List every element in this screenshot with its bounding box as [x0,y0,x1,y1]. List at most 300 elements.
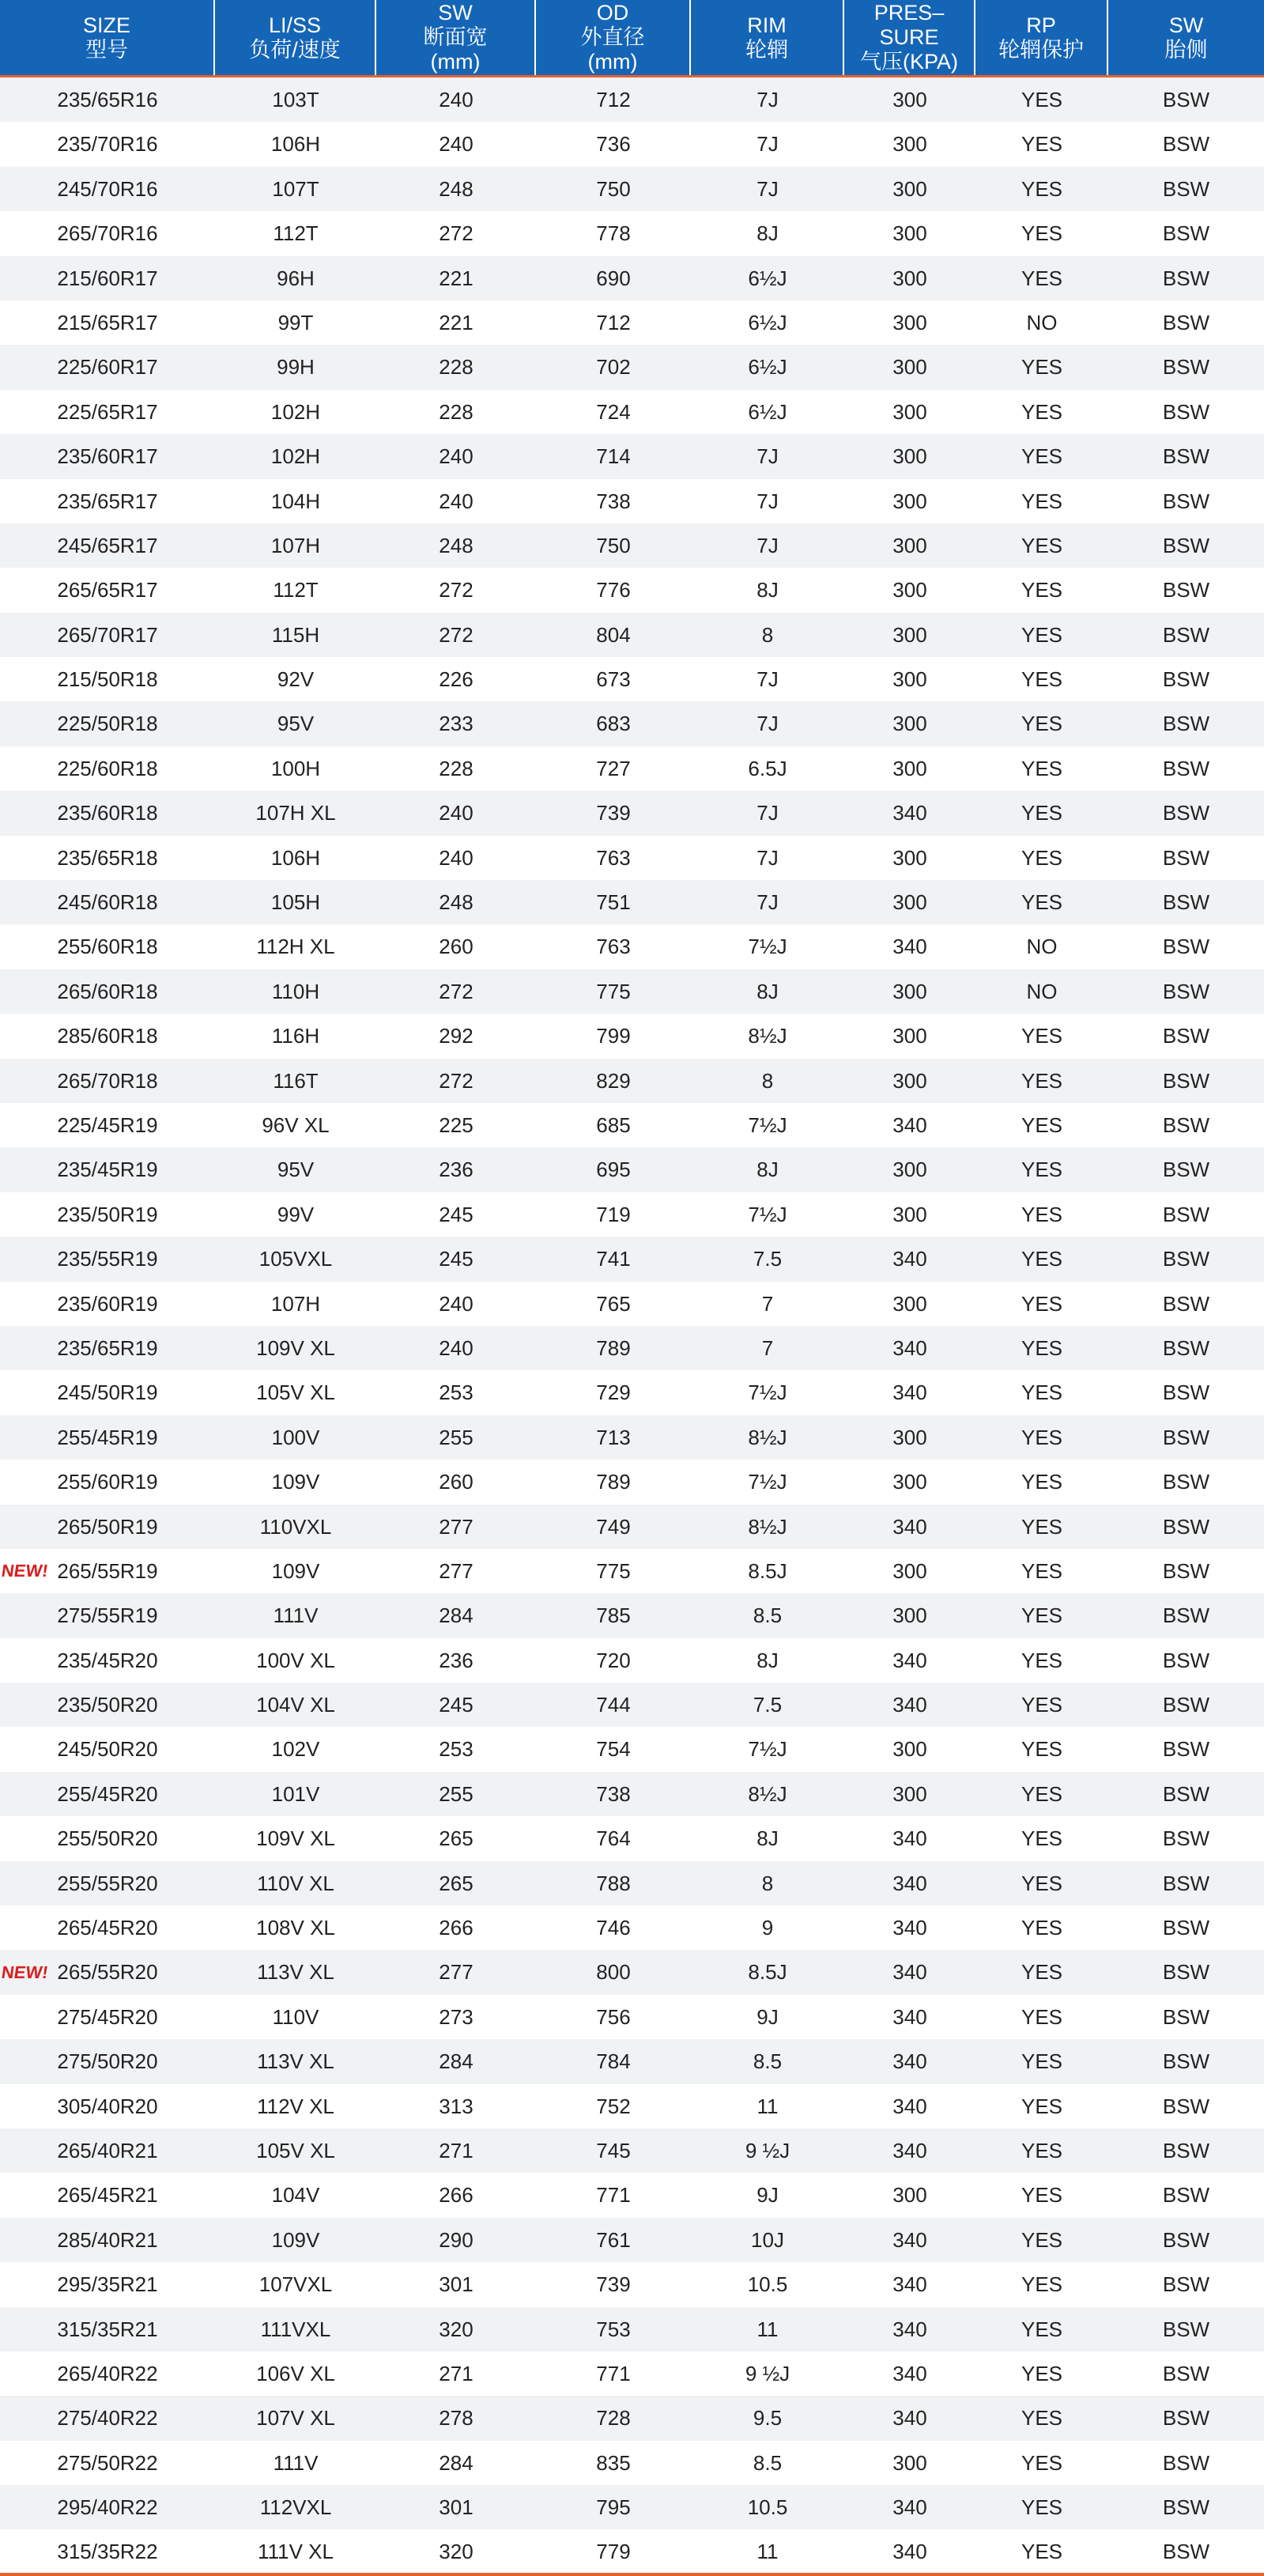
header-line: 气压(KPA) [859,50,958,74]
cell-rp [975,568,1108,612]
cell-sidewall [1108,1816,1264,1860]
cell-value: 340 [892,1247,927,1271]
cell-value: 265/65R17 [57,578,158,602]
cell-value: 255 [439,1781,474,1806]
cell-li-ss [215,122,376,166]
cell-sidewall [1108,2039,1264,2083]
cell-value: 8J [757,1158,779,1182]
cell-value: 6½J [748,310,787,334]
cell-rim [691,2307,844,2351]
cell-li-ss [215,613,376,657]
cell-value: YES [1021,1291,1063,1316]
cell-value: 7½J [748,935,787,959]
cell-value: BSW [1162,2094,1210,2118]
cell-value: BSW [1162,355,1210,380]
table-row [0,1593,1264,1637]
cell-pressure [844,434,975,478]
cell-value: 300 [892,1781,927,1806]
cell-value: 272 [439,979,474,1003]
cell-value: 106H [270,845,321,870]
cell-size [0,657,215,701]
table-row [0,1147,1264,1192]
cell-od [536,1638,691,1683]
cell-rim [691,1816,844,1860]
cell-value: 99H [277,355,315,380]
cell-od [536,924,691,969]
cell-rim [691,2173,844,2217]
cell-sidewall [1108,1950,1264,1994]
cell-value: 284 [439,1603,474,1628]
cell-sw [376,1147,536,1192]
cell-sidewall [1108,122,1264,166]
cell-value: 8½J [748,1024,787,1048]
cell-value: YES [1021,1425,1063,1449]
cell-value: YES [1021,1247,1063,1271]
cell-value: 245/70R16 [57,176,158,201]
cell-value: BSW [1162,533,1210,557]
cell-sw [376,1638,536,1683]
cell-sw [376,1415,536,1460]
cell-value: 260 [439,935,474,959]
cell-value: 111VXL [260,2317,331,2341]
cell-od [536,2039,691,2083]
cell-size [0,1861,215,1906]
cell-value: 752 [596,2094,631,2118]
cell-value: YES [1021,2049,1063,2074]
cell-value: 8.5J [748,1558,787,1583]
cell-value: 300 [892,176,927,201]
cell-value: 784 [596,2049,631,2074]
cell-rim [691,1861,844,1906]
cell-od [536,1059,691,1103]
cell-value: 284 [439,2049,474,2074]
cell-sw [376,479,536,523]
cell-value: 292 [439,1024,474,1048]
cell-value: 240 [439,1335,474,1360]
cell-size [0,2529,215,2574]
cell-value: 102V [271,1737,320,1762]
cell-sw [376,1861,536,1906]
cell-value: 248 [439,176,474,201]
cell-value: 8J [757,578,779,602]
cell-li-ss [215,924,376,969]
cell-pressure [844,613,975,657]
cell-value: YES [1021,1693,1063,1717]
cell-size [0,1816,215,1860]
cell-value: 235/65R16 [57,88,158,111]
cell-sw [376,434,536,478]
cell-value: 9 ½J [745,2138,790,2162]
cell-value: 340 [892,935,927,959]
cell-size [0,479,215,523]
cell-sw [376,1950,536,1994]
cell-rp [975,1816,1108,1860]
cell-sidewall [1108,1727,1264,1771]
cell-value: BSW [1162,2138,1210,2162]
cell-value: BSW [1162,2183,1210,2208]
cell-od [536,791,691,835]
cell-value: 7J [757,890,779,915]
header-od [536,0,691,75]
cell-value: 104V [271,2183,320,2208]
cell-value: 300 [892,1470,927,1494]
cell-od [536,1906,691,1950]
table-row [0,2173,1264,2217]
cell-rim [691,1370,844,1415]
cell-value: BSW [1162,2540,1210,2564]
cell-value: YES [1021,2540,1063,2564]
cell-rp [975,701,1108,746]
table-row [0,2441,1264,2485]
table-row [0,2396,1264,2440]
cell-value: 300 [892,1068,927,1093]
cell-value: 265/45R21 [57,2183,158,2208]
header-line: 负荷/速度 [249,37,341,62]
cell-value: YES [1021,1202,1063,1226]
cell-value: BSW [1162,1470,1210,1494]
cell-value: 275/50R20 [57,2049,158,2074]
cell-value: 7J [757,444,779,469]
cell-li-ss [215,390,376,434]
cell-li-ss [215,2529,376,2574]
cell-value: 285/60R18 [57,1024,158,1048]
cell-pressure [844,256,975,300]
cell-value: 776 [596,578,631,602]
cell-value: 300 [892,266,927,290]
cell-value: 746 [596,1916,631,1940]
cell-value: YES [1021,132,1063,157]
header-line: SURE [879,25,939,49]
cell-value: 340 [892,1960,927,1985]
cell-value: BSW [1162,1335,1210,1360]
cell-value: 107V XL [256,2406,335,2431]
cell-value: BSW [1162,578,1210,602]
cell-value: 8J [757,1648,779,1672]
cell-value: BSW [1162,2272,1210,2297]
cell-value: 225 [439,1112,474,1137]
cell-value: 248 [439,890,474,915]
header-size [0,0,215,75]
header-line: LI/SS [268,13,322,37]
cell-rp [975,969,1108,1014]
table-row [0,523,1264,568]
cell-value: 7J [757,176,779,201]
cell-value: 272 [439,221,474,246]
cell-sw [376,1816,536,1860]
cell-sidewall [1108,2485,1264,2529]
cell-value: 340 [892,1112,927,1137]
cell-value: 775 [596,1558,631,1583]
cell-value: 109V [271,2227,320,2252]
cell-value: 799 [596,1024,631,1048]
table-header [0,0,1264,77]
cell-size [0,1282,215,1326]
cell-value: YES [1021,1960,1063,1985]
cell-value: 7½J [748,1112,787,1137]
cell-value: 340 [892,2227,927,2252]
table-row [0,880,1264,924]
cell-rp [975,256,1108,300]
cell-od [536,1861,691,1906]
cell-value: BSW [1162,176,1210,201]
cell-pressure [844,211,975,255]
cell-pressure [844,2173,975,2217]
cell-value: 763 [596,845,631,870]
table-row [0,613,1264,657]
cell-value: 255/50R20 [57,1826,158,1851]
cell-value: 109V XL [256,1826,335,1851]
cell-value: 272 [439,1068,474,1093]
cell-value: YES [1021,2138,1063,2162]
cell-sidewall [1108,1326,1264,1370]
cell-value: 340 [892,1871,927,1895]
header-line: 轮辋保护 [998,37,1084,62]
cell-sidewall [1108,1549,1264,1593]
cell-value: 340 [892,1381,927,1405]
cell-value: 265/70R18 [57,1068,158,1093]
cell-value: 300 [892,2450,927,2475]
cell-od [536,390,691,434]
cell-value: 11 [757,2094,779,2118]
cell-value: 789 [596,1335,631,1360]
cell-value: 255/55R20 [57,1871,158,1895]
cell-value: YES [1021,221,1063,246]
cell-od [536,2218,691,2262]
cell-value: YES [1021,1781,1063,1806]
table-row [0,2084,1264,2128]
cell-value: 109V XL [256,1335,335,1360]
cell-value: 228 [439,355,474,380]
cell-value: BSW [1162,310,1210,334]
header-sidewall [1108,0,1264,75]
cell-rim [691,122,844,166]
cell-li-ss [215,1683,376,1727]
cell-size [0,256,215,300]
cell-value: 265/60R18 [57,979,158,1003]
cell-value: 111V [273,2450,319,2475]
cell-value: 300 [892,132,927,157]
cell-value: 300 [892,979,927,1003]
cell-value: BSW [1162,1960,1210,1985]
cell-value: 109V [271,1558,320,1583]
cell-value: 265/40R22 [57,2361,158,2385]
cell-sidewall [1108,2351,1264,2396]
cell-rim [691,568,844,612]
cell-value: BSW [1162,1202,1210,1226]
cell-value: 7J [757,489,779,513]
cell-value: 116T [273,1068,319,1093]
cell-rp [975,1772,1108,1816]
cell-value: YES [1021,489,1063,513]
cell-sw [376,345,536,389]
cell-rp [975,1282,1108,1326]
cell-size [0,791,215,835]
cell-pressure [844,77,975,122]
cell-size [0,1415,215,1460]
cell-value: 235/70R16 [57,132,158,157]
cell-rim [691,2529,844,2574]
cell-li-ss [215,1995,376,2039]
cell-value: 702 [596,355,631,380]
cell-li-ss [215,1460,376,1504]
cell-sidewall [1108,1415,1264,1460]
cell-value: 300 [892,399,927,424]
cell-sw [376,1505,536,1549]
cell-size [0,2262,215,2306]
bottom-rule [0,2573,1264,2576]
cell-sw [376,390,536,434]
cell-value: 6½J [748,266,787,290]
cell-size [0,924,215,969]
cell-size [0,1505,215,1549]
cell-value: 750 [596,176,631,201]
cell-rim [691,2351,844,2396]
cell-value: 221 [439,266,474,290]
cell-value: YES [1021,444,1063,469]
cell-value: 245/65R17 [57,533,158,557]
cell-sw [376,791,536,835]
cell-od [536,2084,691,2128]
cell-value: BSW [1162,756,1210,780]
cell-sidewall [1108,836,1264,880]
cell-value: 225/65R17 [57,399,158,424]
cell-value: 275/50R22 [57,2450,158,2475]
header-line: 外直径 [580,25,645,49]
cell-li-ss [215,1192,376,1237]
cell-od [536,256,691,300]
cell-value: 273 [439,2004,474,2029]
cell-value: 764 [596,1826,631,1851]
table-body [0,77,1264,2574]
cell-pressure [844,2396,975,2440]
table-row [0,300,1264,345]
cell-rim [691,1192,844,1237]
cell-rp [975,1861,1108,1906]
cell-value: 102H [270,399,321,424]
cell-value: 240 [439,88,474,111]
cell-sidewall [1108,2441,1264,2485]
cell-value: 300 [892,1737,927,1762]
cell-pressure [844,2307,975,2351]
cell-value: BSW [1162,1871,1210,1895]
cell-value: 8J [757,1826,779,1851]
cell-rp [975,390,1108,434]
cell-li-ss [215,211,376,255]
cell-value: 714 [596,444,631,469]
cell-value: 107VXL [258,2272,333,2297]
cell-pressure [844,122,975,166]
cell-value: 315/35R22 [57,2540,158,2564]
cell-sw [376,2128,536,2173]
cell-size [0,1638,215,1683]
cell-value: 804 [596,622,631,647]
cell-value: YES [1021,1158,1063,1182]
new-badge: NEW! [0,1561,50,1581]
cell-pressure [844,1593,975,1637]
cell-pressure [844,1995,975,2039]
cell-rp [975,1593,1108,1637]
cell-value: 9.5 [753,2406,783,2431]
cell-size [0,1460,215,1504]
cell-li-ss [215,300,376,345]
cell-value: 7.5 [753,1693,783,1717]
table-row [0,2529,1264,2574]
table-row [0,1727,1264,1771]
cell-rp [975,2441,1108,2485]
cell-rp [975,523,1108,568]
cell-value: 265/40R21 [57,2138,158,2162]
cell-rim [691,2128,844,2173]
cell-value: 340 [892,2317,927,2341]
cell-size [0,2084,215,2128]
cell-rim [691,479,844,523]
cell-rp [975,2485,1108,2529]
cell-value: 108V XL [256,1916,335,1940]
cell-value: 695 [596,1158,631,1182]
cell-value: 107H [270,1291,321,1316]
cell-pressure [844,1237,975,1281]
cell-rim [691,880,844,924]
cell-rim [691,2441,844,2485]
cell-value: 739 [596,801,631,825]
cell-value: 300 [892,1425,927,1449]
cell-rim [691,746,844,791]
cell-rim [691,1059,844,1103]
cell-pressure [844,836,975,880]
cell-sidewall [1108,300,1264,345]
cell-value: 305/40R20 [57,2094,158,2118]
cell-li-ss [215,2351,376,2396]
cell-sidewall [1108,1593,1264,1637]
cell-value: BSW [1162,2004,1210,2029]
cell-value: 7J [757,667,779,692]
cell-value: 265/50R19 [57,1514,158,1539]
cell-rp [975,1906,1108,1950]
cell-sidewall [1108,1370,1264,1415]
cell-sidewall [1108,1059,1264,1103]
table-row [0,1282,1264,1326]
table-row [0,836,1264,880]
cell-sidewall [1108,2307,1264,2351]
cell-value: BSW [1162,1693,1210,1717]
cell-sidewall [1108,390,1264,434]
cell-value: 266 [439,2183,474,2208]
cell-sidewall [1108,1282,1264,1326]
cell-value: 320 [439,2317,474,2341]
cell-value: BSW [1162,890,1210,915]
cell-li-ss [215,1059,376,1103]
cell-li-ss [215,1816,376,1860]
cell-pressure [844,1103,975,1147]
new-badge: NEW! [0,1962,50,1982]
cell-value: 235/60R17 [57,444,158,469]
cell-sidewall [1108,2128,1264,2173]
cell-rp [975,1059,1108,1103]
cell-value: 727 [596,756,631,780]
cell-size [0,300,215,345]
cell-pressure [844,1505,975,1549]
cell-value: 104V XL [256,1693,335,1717]
cell-size [0,1192,215,1237]
cell-value: YES [1021,2361,1063,2385]
cell-sw [376,1103,536,1147]
cell-li-ss [215,746,376,791]
cell-sw [376,2173,536,2217]
cell-value: 9 ½J [745,2361,790,2385]
cell-value: 738 [596,489,631,513]
cell-sw [376,613,536,657]
cell-value: BSW [1162,444,1210,469]
